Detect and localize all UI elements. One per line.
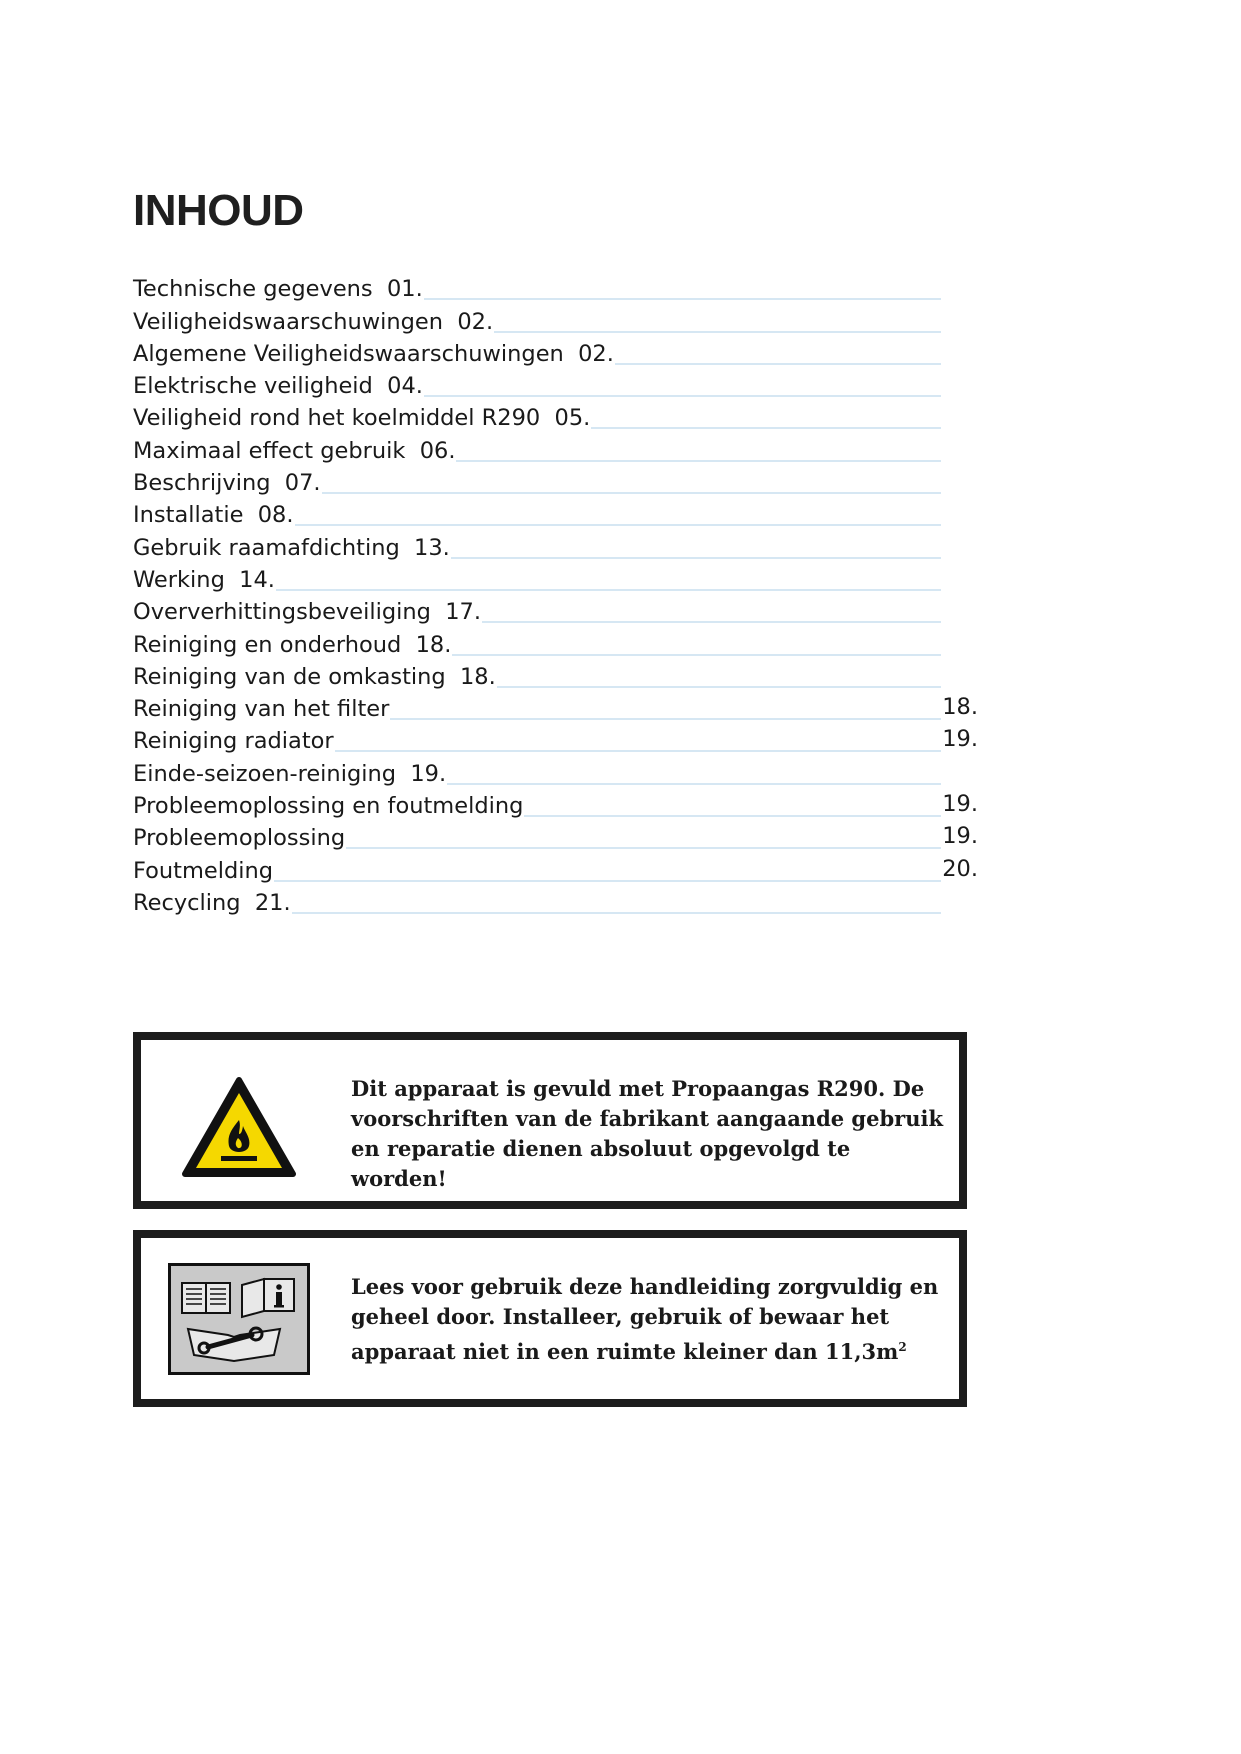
toc-entry xyxy=(133,851,978,883)
toc-entry-label: Reiniging radiator xyxy=(133,728,334,755)
toc-entry xyxy=(133,367,978,399)
toc-entry xyxy=(133,884,978,916)
toc-entry-label: Oververhittingsbeveiliging 17. xyxy=(133,599,482,626)
toc-entry-page: 19. xyxy=(942,823,978,850)
toc-entry-page: 18. xyxy=(942,694,978,721)
toc-entry xyxy=(133,690,978,722)
toc-entry-label: Reiniging van de omkasting 18. xyxy=(133,663,496,690)
toc-entry-label: Veiligheidswaarschuwingen 02. xyxy=(133,308,494,335)
toc-entry-label: Reiniging van het filter xyxy=(133,696,390,723)
toc-entry-label: Recycling 21. xyxy=(133,889,291,916)
page-title: INHOUD xyxy=(133,186,304,235)
toc-entry xyxy=(133,302,978,334)
manual-notice-text xyxy=(351,1272,949,1367)
toc-entry xyxy=(133,625,978,657)
toc-entry-label: Beschrijving 07. xyxy=(133,470,321,497)
toc-entry-label: Algemene Veiligheidswaarschuwingen 02. xyxy=(133,340,614,367)
manual-notice-sup: 2 xyxy=(898,1340,907,1354)
table-of-contents xyxy=(133,270,978,916)
toc-entry-label: Installatie 08. xyxy=(133,502,294,529)
flammable-warning-icon xyxy=(181,1076,297,1182)
toc-entry xyxy=(133,722,978,754)
toc-entry xyxy=(133,754,978,786)
toc-entry-label: Elektrische veiligheid 04. xyxy=(133,373,423,400)
flammable-notice-text: Dit apparaat is gevuld met Propaangas R290. De voorschriften van de fabrikant aangaande gebruik en reparatie dienen absoluut opgevolgd te worden! xyxy=(351,1076,944,1191)
flammable-notice-box xyxy=(133,1032,967,1209)
toc-entry xyxy=(133,431,978,463)
toc-entry-label: Probleemoplossing en foutmelding xyxy=(133,793,524,820)
toc-entry xyxy=(133,528,978,560)
toc-entry xyxy=(133,399,978,431)
manual-notice-main: Lees voor gebruik deze handleiding zorgvuldig en geheel door. Installeer, gebruik of bewaar het apparaat niet in een ruimte kleiner dan 11,3m xyxy=(351,1274,939,1364)
toc-entry-label: Werking 14. xyxy=(133,566,275,593)
toc-entry xyxy=(133,464,978,496)
read-manual-icon xyxy=(168,1263,310,1379)
toc-entry-label: Probleemoplossing xyxy=(133,825,346,852)
toc-entry-label: Reiniging en onderhoud 18. xyxy=(133,631,452,658)
toc-entry xyxy=(133,496,978,528)
toc-entry-label: Maximaal effect gebruik 06. xyxy=(133,437,456,464)
manual-notice-box xyxy=(133,1230,967,1407)
toc-entry-label: Foutmelding xyxy=(133,857,274,884)
toc-entry-label: Veiligheid rond het koelmiddel R290 05. xyxy=(133,405,591,432)
toc-entry-label: Gebruik raamafdichting 13. xyxy=(133,534,450,561)
toc-entry xyxy=(133,658,978,690)
toc-entry xyxy=(133,787,978,819)
toc-entry-label: Technische gegevens 01. xyxy=(133,276,423,303)
toc-entry xyxy=(133,270,978,302)
toc-entry-page: 19. xyxy=(942,791,978,818)
toc-entry xyxy=(133,335,978,367)
toc-entry-page: 19. xyxy=(942,726,978,753)
toc-entry xyxy=(133,819,978,851)
toc-entry xyxy=(133,593,978,625)
toc-entry-label: Einde-seizoen-reiniging 19. xyxy=(133,760,447,787)
toc-entry-page: 20. xyxy=(942,855,978,882)
toc-entry xyxy=(133,561,978,593)
